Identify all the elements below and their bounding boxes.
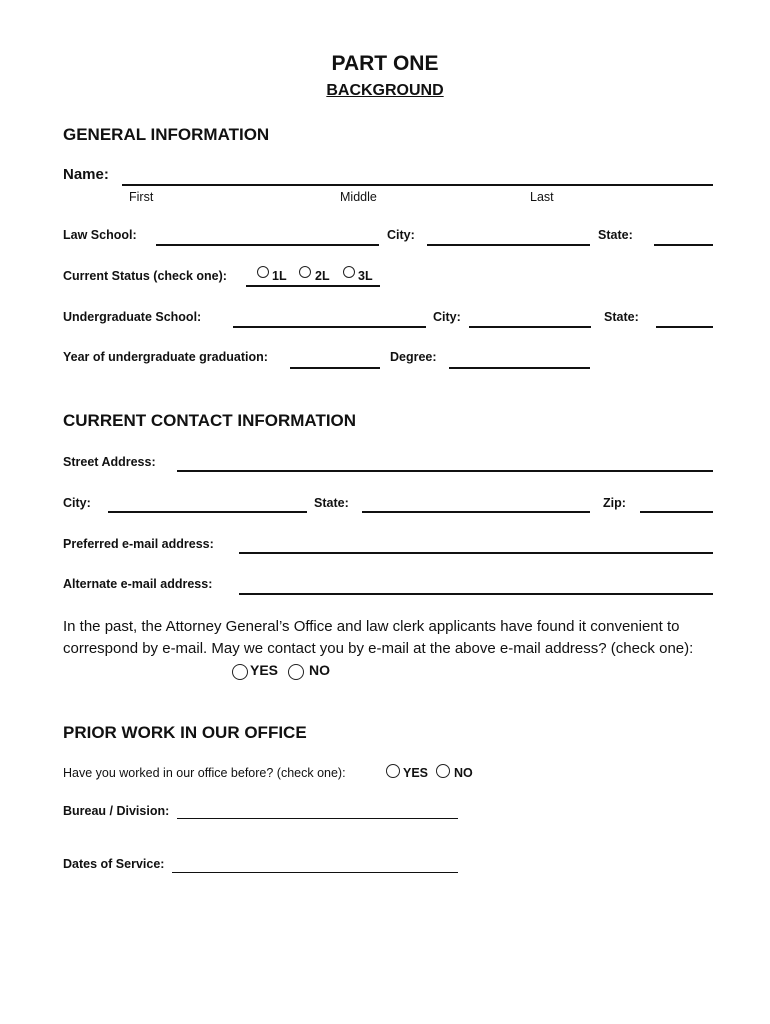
- contact-state-label: State:: [314, 496, 349, 510]
- bureau-division-field[interactable]: [177, 818, 458, 819]
- prior-no-label: NO: [454, 766, 473, 780]
- contact-information-heading: CURRENT CONTACT INFORMATION: [63, 411, 357, 430]
- undergrad-city-label: City:: [433, 310, 461, 324]
- prior-no-radio[interactable]: [436, 764, 450, 778]
- grad-year-field[interactable]: [290, 367, 380, 369]
- zip-field[interactable]: [640, 511, 713, 513]
- prior-work-heading: PRIOR WORK IN OUR OFFICE: [63, 723, 307, 742]
- status-underline: [246, 285, 380, 287]
- email-no-label: NO: [309, 662, 330, 678]
- dates-of-service-label: Dates of Service:: [63, 857, 165, 871]
- zip-label: Zip:: [603, 496, 626, 510]
- alternate-email-label: Alternate e-mail address:: [63, 577, 213, 591]
- name-middle-caption: Middle: [340, 190, 377, 204]
- undergrad-school-label: Undergraduate School:: [63, 310, 202, 324]
- dates-of-service-field[interactable]: [172, 872, 458, 873]
- status-1l-label: 1L: [272, 269, 287, 283]
- prior-work-question: Have you worked in our office before? (check one):: [63, 766, 346, 780]
- law-school-label: Law School:: [63, 228, 137, 242]
- law-school-field[interactable]: [156, 244, 379, 246]
- law-school-city-label: City:: [387, 228, 415, 242]
- prior-yes-label: YES: [403, 766, 429, 780]
- undergrad-state-label: State:: [604, 310, 639, 324]
- email-no-radio[interactable]: [288, 664, 304, 680]
- email-consent-text: In the past, the Attorney General’s Office and law clerk applicants have found it convenient to correspond by e-mail. May we contact you by e-mail at the above e-mail address? (check one):: [63, 618, 694, 657]
- preferred-email-field[interactable]: [239, 552, 713, 554]
- street-address-label: Street Address:: [63, 455, 156, 469]
- prior-yes-radio[interactable]: [386, 764, 400, 778]
- degree-field[interactable]: [449, 367, 590, 369]
- law-school-state-field[interactable]: [654, 244, 713, 246]
- status-3l-radio[interactable]: [343, 266, 355, 278]
- undergrad-city-field[interactable]: [469, 326, 591, 328]
- grad-year-label: Year of undergraduate graduation:: [63, 350, 268, 364]
- status-3l-label: 3L: [358, 269, 373, 283]
- name-first-caption: First: [129, 190, 154, 204]
- status-2l-label: 2L: [315, 269, 330, 283]
- preferred-email-label: Preferred e-mail address:: [63, 537, 214, 551]
- email-yes-label: YES: [250, 662, 279, 678]
- law-school-state-label: State:: [598, 228, 633, 242]
- name-last-caption: Last: [530, 190, 554, 204]
- status-1l-radio[interactable]: [257, 266, 269, 278]
- email-consent-paragraph: [63, 616, 713, 660]
- current-status-label: Current Status (check one):: [63, 269, 227, 283]
- name-field[interactable]: [122, 184, 713, 186]
- status-2l-radio[interactable]: [299, 266, 311, 278]
- undergrad-state-field[interactable]: [656, 326, 713, 328]
- street-address-field[interactable]: [177, 470, 713, 472]
- email-yes-radio[interactable]: [232, 664, 248, 680]
- contact-state-field[interactable]: [362, 511, 590, 513]
- alternate-email-field[interactable]: [239, 593, 713, 595]
- bureau-division-label: Bureau / Division:: [63, 804, 170, 818]
- contact-city-field[interactable]: [108, 511, 307, 513]
- page-title: PART ONE: [331, 52, 439, 75]
- contact-city-label: City:: [63, 496, 91, 510]
- undergrad-school-field[interactable]: [233, 326, 426, 328]
- degree-label: Degree:: [390, 350, 437, 364]
- general-information-heading: GENERAL INFORMATION: [63, 125, 270, 144]
- law-school-city-field[interactable]: [427, 244, 590, 246]
- name-label: Name:: [63, 166, 109, 183]
- page-subtitle: BACKGROUND: [326, 82, 444, 99]
